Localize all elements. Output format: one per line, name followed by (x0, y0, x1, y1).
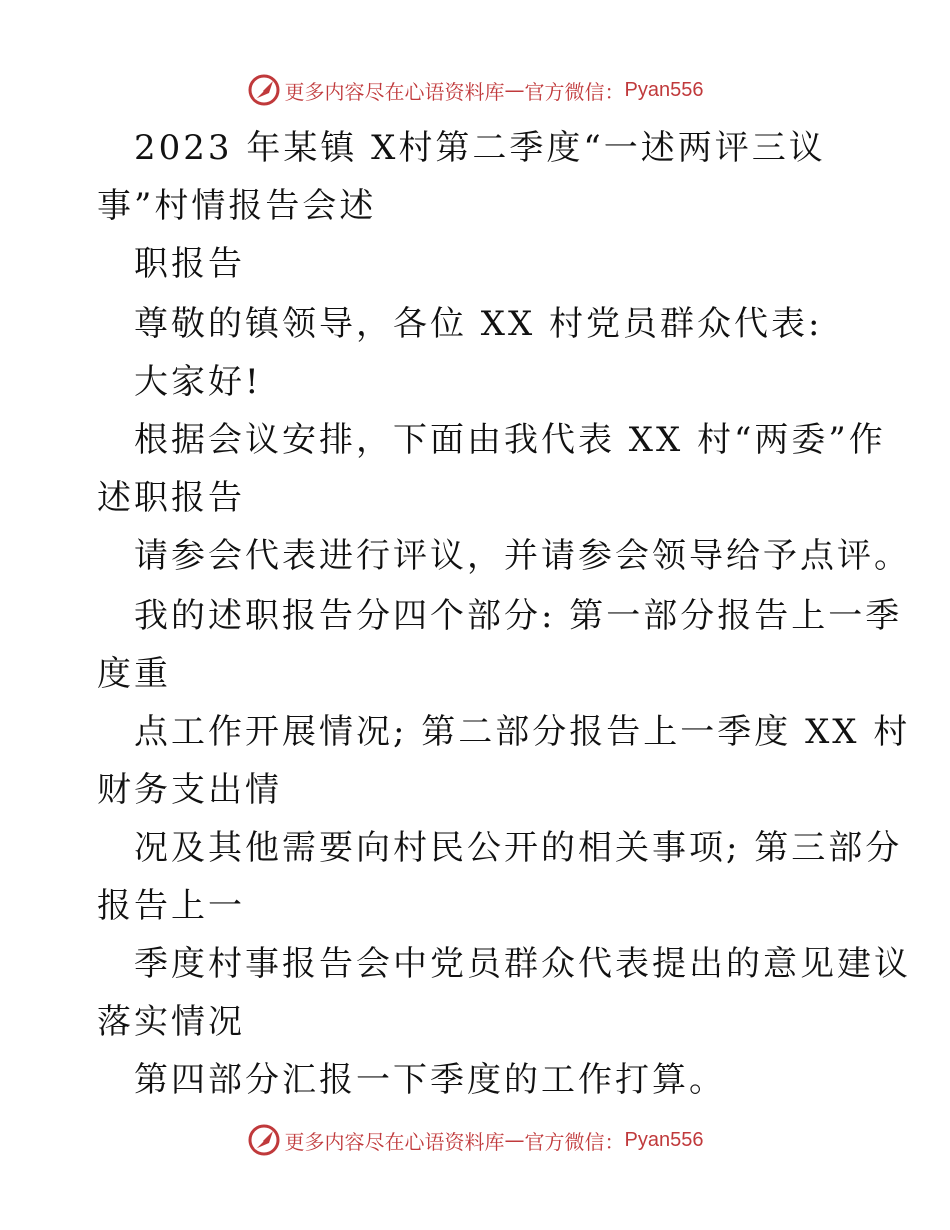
body-line: 根据会议安排，下面由我代表 XX 村“两委”作 (134, 420, 886, 460)
title-line-3: 职报告 (134, 244, 245, 284)
salutation: 尊敬的镇领导，各位 XX 村党员群众代表: (134, 304, 823, 344)
watermark-label: 官方微信： (524, 79, 625, 104)
watermark-dash: — (504, 1128, 525, 1152)
body-line: 述职报告 (97, 478, 245, 518)
watermark-label: 官方微信： (524, 1129, 625, 1154)
quill-logo-icon (247, 73, 281, 107)
title-line-1: 2023 年某镇 X村第二季度“一述两评三议 (134, 128, 826, 168)
body-line: 季度村事报告会中党员群众代表提出的意见建议 (134, 944, 911, 984)
body-line: 第四部分汇报一下季度的工作打算。 (134, 1060, 726, 1100)
title-line-2: 事”村情报告会述 (97, 186, 377, 226)
watermark-banner-bottom (0, 1120, 950, 1160)
watermark-prefix: 更多内容尽在心语资料库 (284, 79, 505, 104)
body-line: 落实情况 (97, 1002, 245, 1042)
body-line: 点工作开展情况; 第二部分报告上一季度 XX 村 (134, 712, 911, 752)
watermark-prefix: 更多内容尽在心语资料库 (284, 1129, 505, 1154)
greeting: 大家好! (134, 362, 262, 402)
quill-logo-icon (247, 1123, 281, 1157)
body-line: 况及其他需要向村民公开的相关事项; 第三部分 (134, 828, 903, 868)
body-line: 度重 (97, 654, 171, 694)
watermark-banner-top (0, 70, 950, 110)
watermark-id: Pyan556 (624, 1128, 704, 1151)
watermark-dash: — (504, 78, 525, 102)
body-line: 财务支出情 (97, 770, 282, 810)
body-line: 报告上一 (97, 886, 245, 926)
body-line: 请参会代表进行评议，并请参会领导给予点评。 (134, 536, 911, 576)
body-line: 我的述职报告分四个部分: 第一部分报告上一季 (134, 596, 903, 636)
watermark-id: Pyan556 (624, 78, 704, 101)
